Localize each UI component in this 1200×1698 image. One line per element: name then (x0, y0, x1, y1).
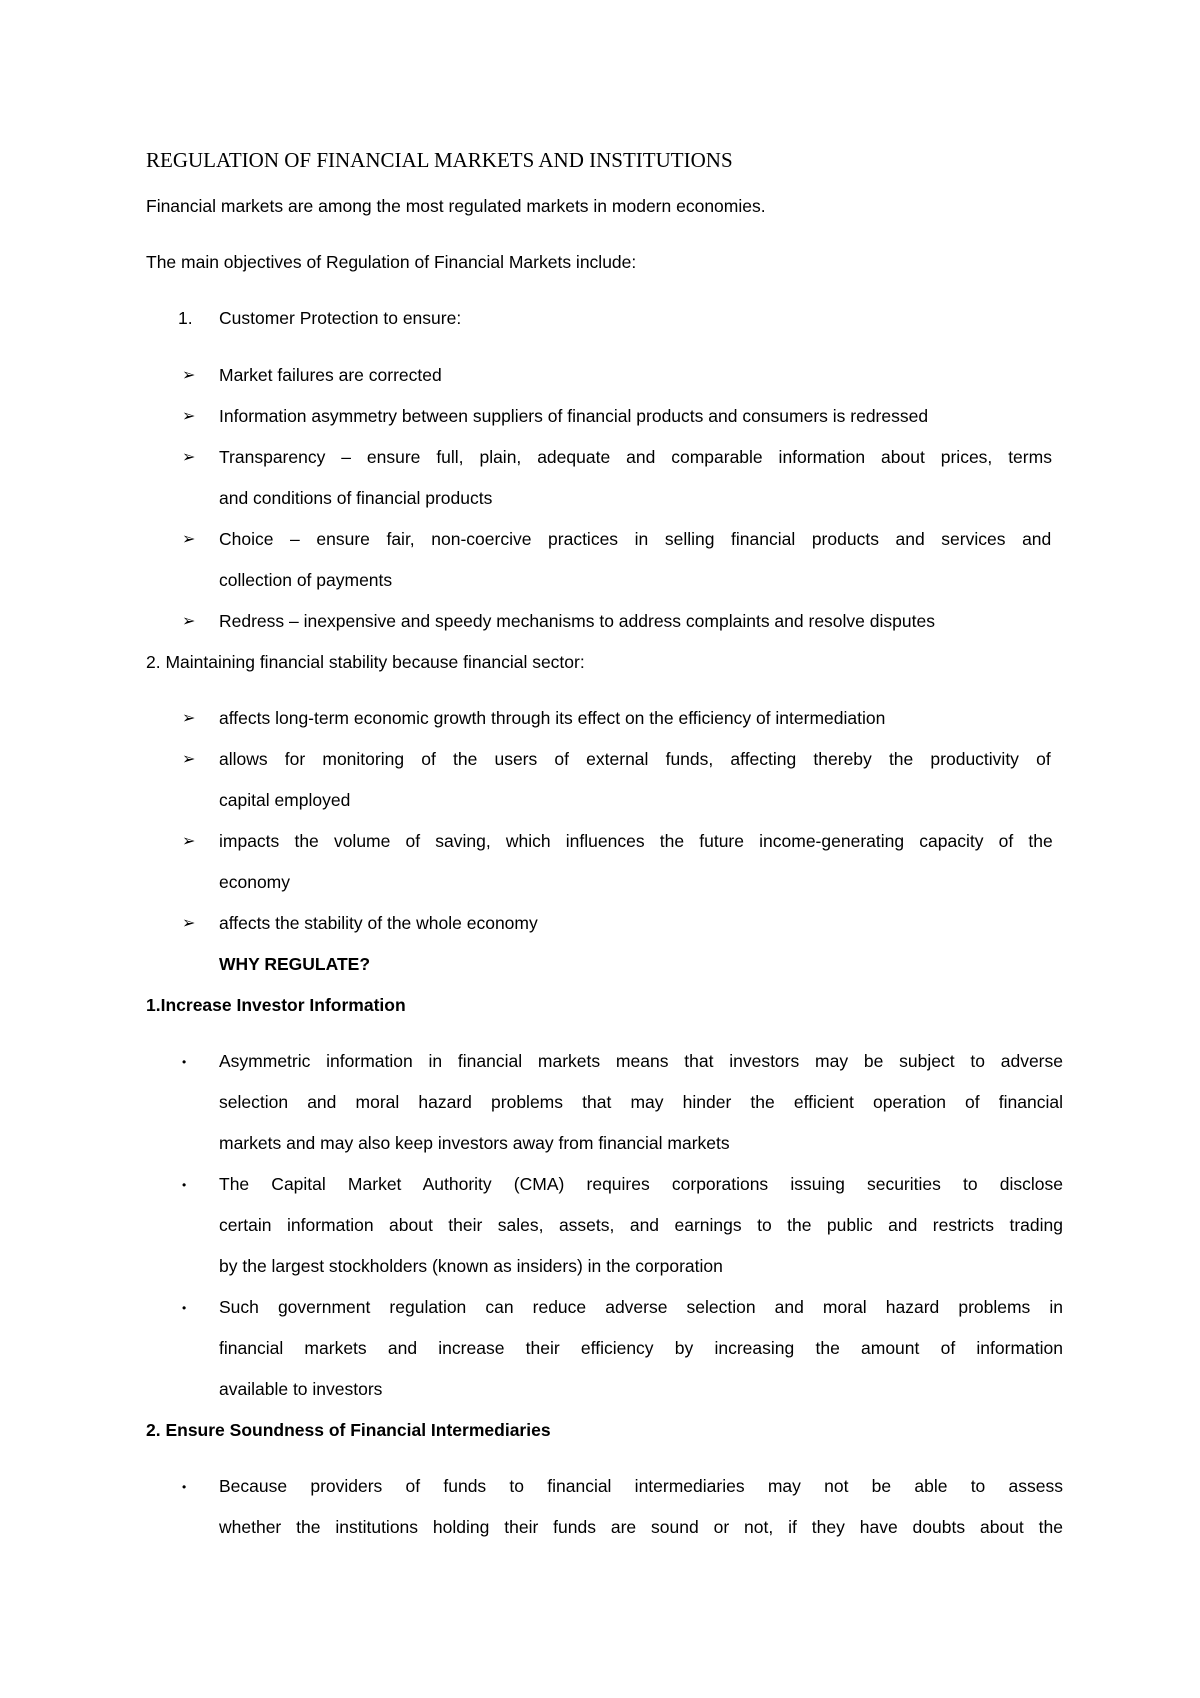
arrow-bullet-icon: ➢ (182, 367, 196, 384)
list-item-line: whether the institutions holding their funds are sound or not, if they have doubts about the (219, 1517, 1063, 1537)
dot-bullet-icon: • (182, 1301, 187, 1315)
list-item (219, 1517, 1063, 1538)
list-item-continuation: and conditions of financial products (219, 488, 493, 508)
section2-heading: 2. Ensure Soundness of Financial Intermediaries (146, 1420, 551, 1440)
list-number: 1. (178, 308, 193, 328)
list-item-line: Asymmetric information in financial markets means that investors may be subject to adverse (219, 1051, 1063, 1071)
arrow-bullet-icon: ➢ (182, 613, 196, 630)
list-item-line: financial markets and increase their efficiency by increasing the amount of information (219, 1338, 1063, 1358)
list-item-line: Choice – ensure fair, non-coercive practices in selling financial products and services and (219, 529, 1052, 549)
list-item (219, 831, 1063, 852)
objective1-label: Customer Protection to ensure: (219, 308, 462, 328)
objectives-intro: The main objectives of Regulation of Financial Markets include: (146, 252, 637, 272)
list-item (219, 1092, 1063, 1113)
list-item-continuation: collection of payments (219, 570, 393, 590)
list-item-line: allows for monitoring of the users of external funds, affecting thereby the productivity of (219, 749, 1051, 769)
list-item-continuation: by the largest stockholders (known as insiders) in the corporation (219, 1256, 723, 1276)
list-item-line: Such government regulation can reduce adverse selection and moral hazard problems in (219, 1297, 1063, 1317)
list-item-line: Because providers of funds to financial intermediaries may not be able to assess (219, 1476, 1063, 1496)
list-item-continuation: capital employed (219, 790, 351, 810)
dot-bullet-icon: • (182, 1480, 187, 1494)
list-item (219, 1174, 1063, 1195)
list-item-line: The Capital Market Authority (CMA) requires corporations issuing securities to disclose (219, 1174, 1063, 1194)
intro-paragraph: Financial markets are among the most regulated markets in modern economies. (146, 196, 766, 216)
arrow-bullet-icon: ➢ (182, 751, 196, 768)
list-item-continuation: economy (219, 872, 291, 892)
arrow-bullet-icon: ➢ (182, 710, 196, 727)
list-item (219, 1338, 1063, 1359)
list-item-continuation: available to investors (219, 1379, 383, 1399)
list-item (219, 529, 1063, 550)
list-item-line: certain information about their sales, assets, and earnings to the public and restricts trading (219, 1215, 1063, 1235)
why-regulate-heading: WHY REGULATE? (219, 954, 371, 974)
list-item-continuation: markets and may also keep investors away from financial markets (219, 1133, 730, 1153)
section1-heading: 1.Increase Investor Information (146, 995, 406, 1015)
list-item: affects long-term economic growth through its effect on the efficiency of intermediation (219, 708, 886, 728)
list-item-line: impacts the volume of saving, which influences the future income-generating capacity of the (219, 831, 1053, 851)
arrow-bullet-icon: ➢ (182, 449, 196, 466)
list-item: Information asymmetry between suppliers of financial products and consumers is redressed (219, 406, 929, 426)
arrow-bullet-icon: ➢ (182, 531, 196, 548)
arrow-bullet-icon: ➢ (182, 915, 196, 932)
list-item (219, 1297, 1063, 1318)
list-item: affects the stability of the whole economy (219, 913, 538, 933)
list-item (219, 749, 1063, 770)
list-item (219, 1476, 1063, 1497)
arrow-bullet-icon: ➢ (182, 408, 196, 425)
dot-bullet-icon: • (182, 1055, 187, 1069)
list-item: Market failures are corrected (219, 365, 442, 385)
objective2-label: 2. Maintaining financial stability because financial sector: (146, 652, 585, 672)
dot-bullet-icon: • (182, 1178, 187, 1192)
list-item (219, 1215, 1063, 1236)
list-item (219, 447, 1063, 468)
list-item-line: Transparency – ensure full, plain, adequate and comparable information about prices, terms (219, 447, 1052, 467)
list-item (219, 1051, 1063, 1072)
arrow-bullet-icon: ➢ (182, 833, 196, 850)
page-title: REGULATION OF FINANCIAL MARKETS AND INSTITUTIONS (146, 148, 733, 172)
list-item: Redress – inexpensive and speedy mechanisms to address complaints and resolve disputes (219, 611, 935, 631)
list-item-line: selection and moral hazard problems that may hinder the efficient operation of financial (219, 1092, 1063, 1112)
